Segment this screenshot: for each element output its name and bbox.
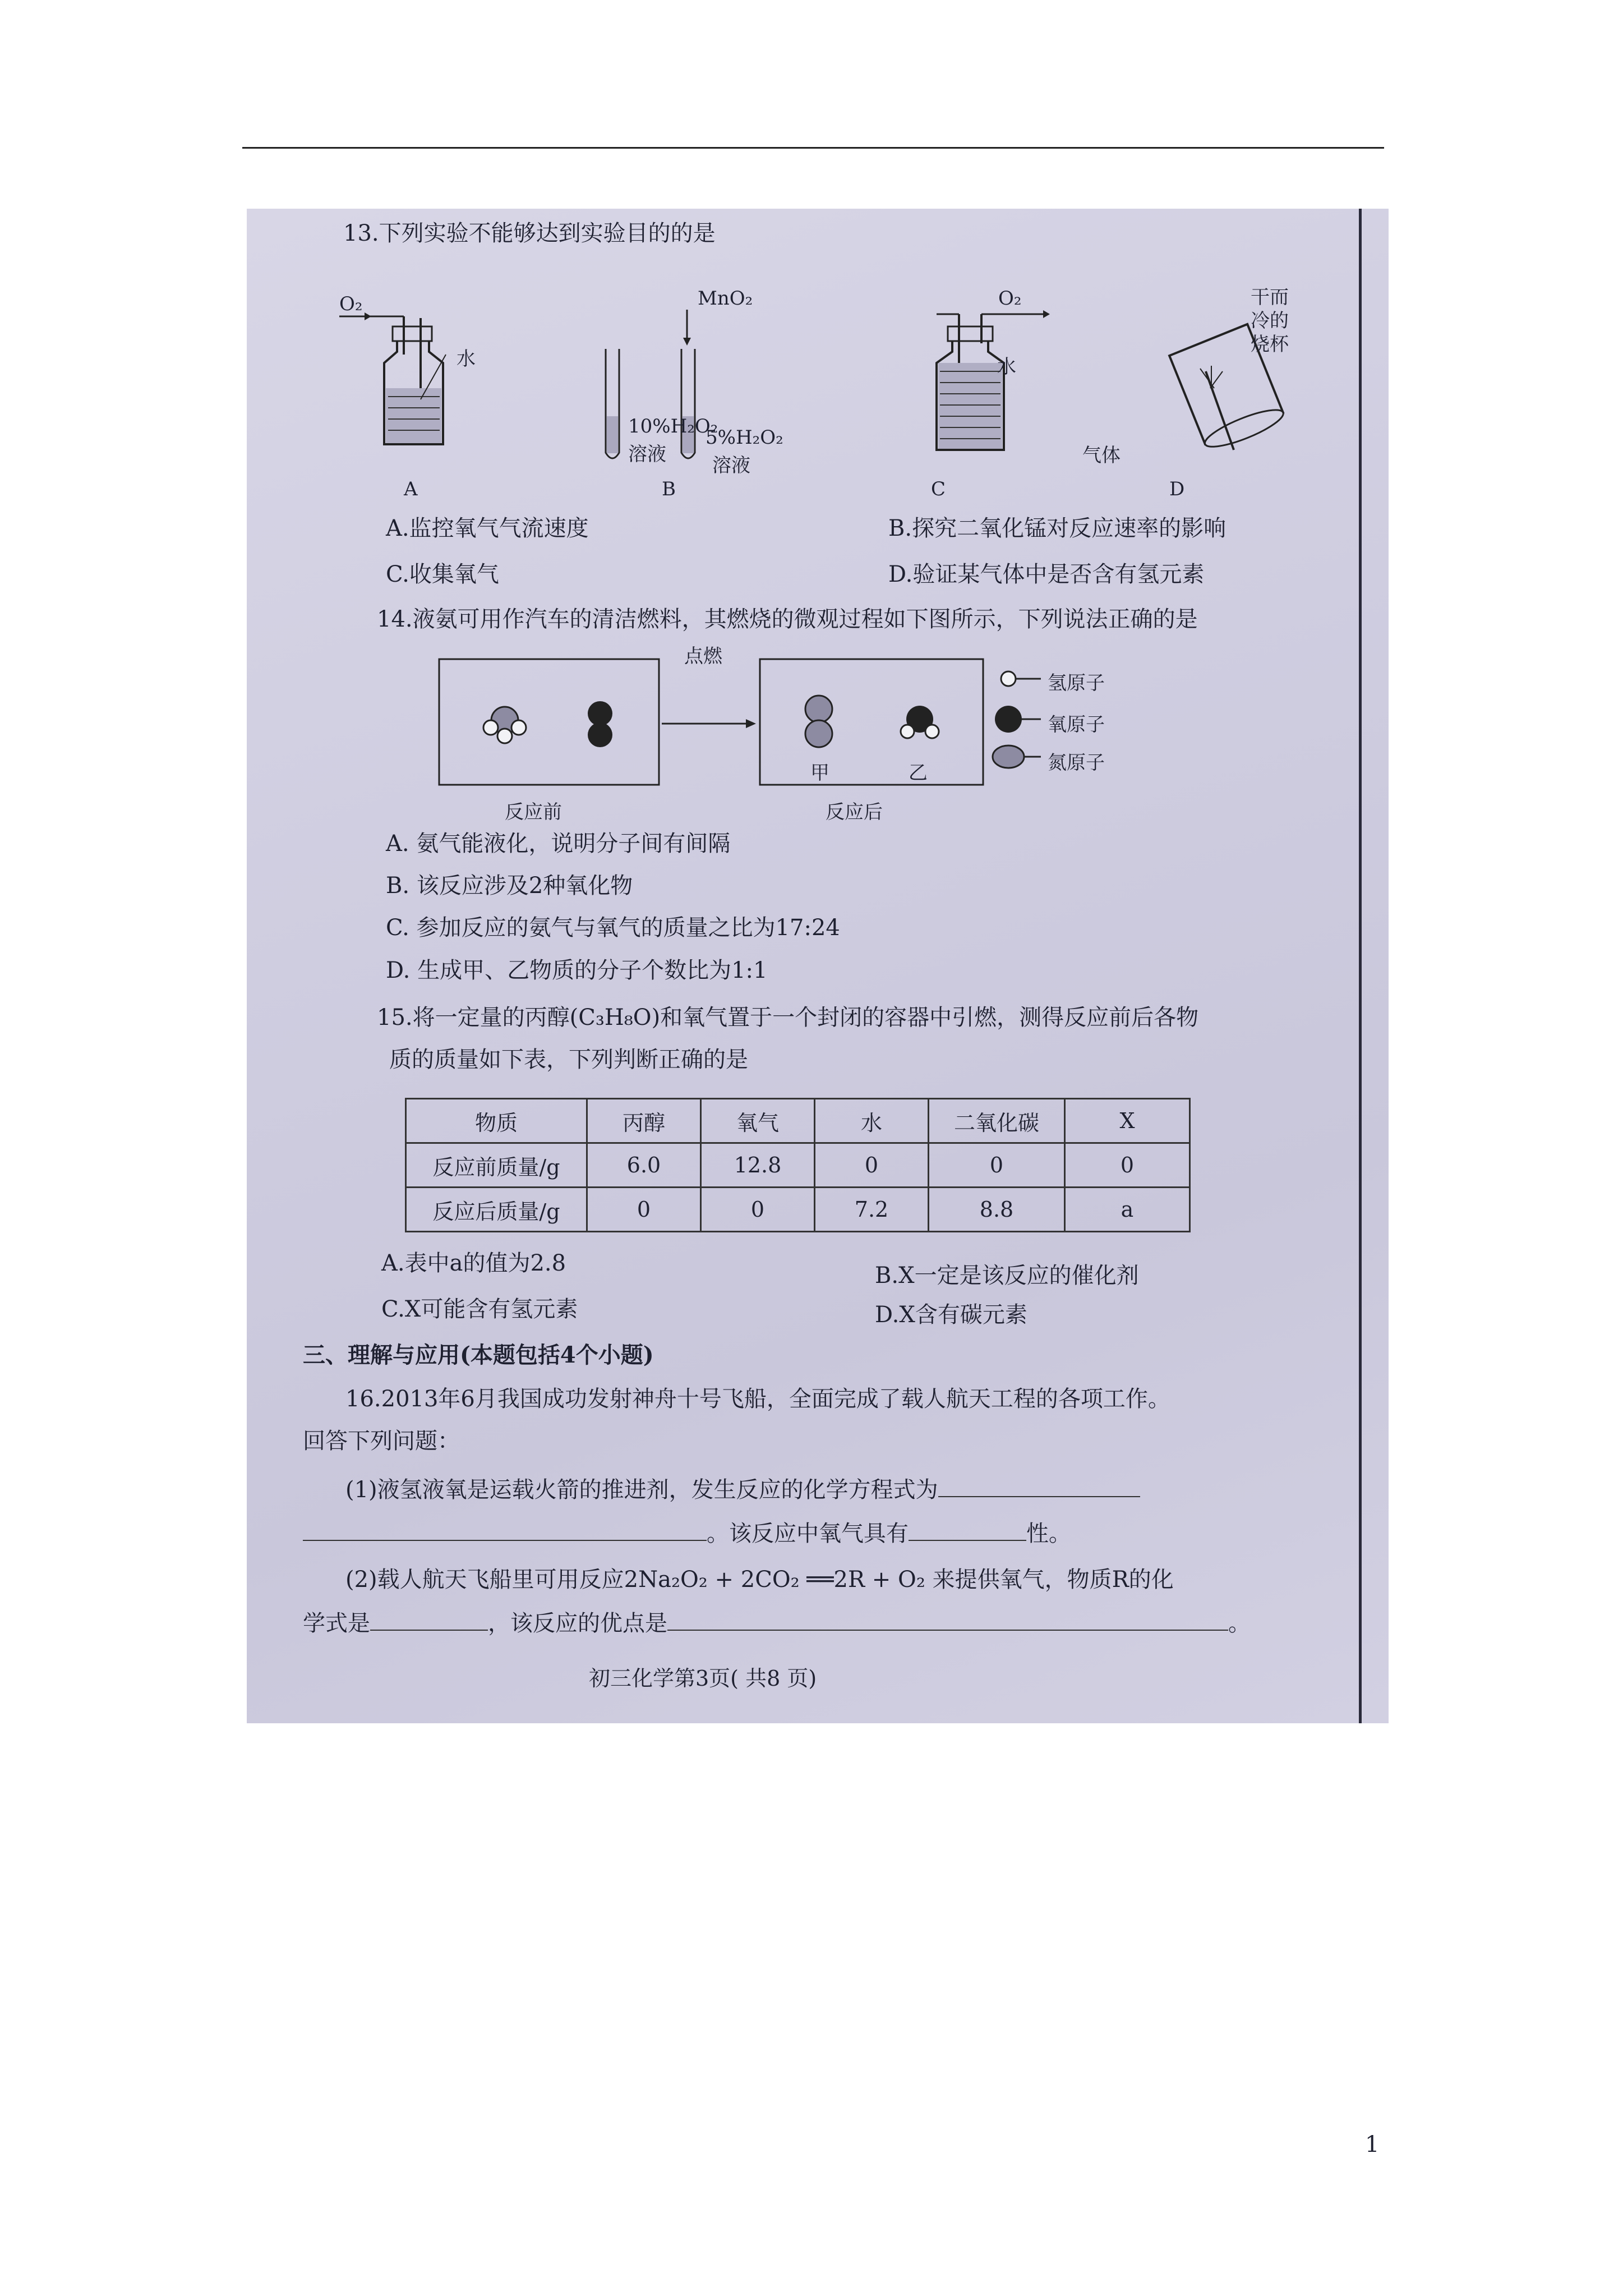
arrow-label-ignite: 点燃 xyxy=(684,645,722,668)
product-label-yi: 乙 xyxy=(909,762,928,784)
q14-option-c: C. 参加反应的氨气与氧气的质量之比为17:24 xyxy=(386,915,840,941)
q14-stem: 14.液氨可用作汽车的清洁燃料，其燃烧的微观过程如下图所示，下列说法正确的是 xyxy=(377,606,1198,632)
label-solution-1: 溶液 xyxy=(628,443,666,466)
label-solution-2: 溶液 xyxy=(712,454,750,477)
table-cell: 8.8 xyxy=(929,1188,1065,1232)
q13-option-c: C.收集氧气 xyxy=(386,562,499,587)
label-gas: 气体 xyxy=(1082,444,1121,467)
table-cell: 0 xyxy=(1065,1143,1190,1188)
q16-stem-line1: 16.2013年6月我国成功发射神舟十号飞船，全面完成了载人航天工程的各项工作。 xyxy=(345,1386,1170,1412)
q16-part2-text-b: 学式是 xyxy=(303,1611,370,1636)
table-cell: a xyxy=(1065,1188,1190,1232)
legend-nitrogen: 氮原子 xyxy=(1048,752,1105,774)
table-cell: 0 xyxy=(815,1143,929,1188)
table-cell: 0 xyxy=(587,1188,701,1232)
q15-option-a: A.表中a的值为2.8 xyxy=(381,1250,566,1276)
answer-blank-property[interactable] xyxy=(909,1540,1026,1541)
table-header-cell: 二氧化碳 xyxy=(929,1099,1065,1143)
table-cell: 0 xyxy=(929,1143,1065,1188)
q15-stem-line1: 15.将一定量的丙醇(C₃H₈O)和氧气置于一个封闭的容器中引燃，测得反应前后各物 xyxy=(377,1005,1199,1030)
label-water-a: 水 xyxy=(457,348,476,370)
q15-option-d: D.X含有碳元素 xyxy=(875,1302,1027,1328)
table-header-cell: 物质 xyxy=(406,1099,587,1143)
q16-part2-text-d: 。 xyxy=(1228,1611,1251,1636)
legend-hydrogen: 氢原子 xyxy=(1048,672,1105,694)
answer-blank-equation-cont[interactable] xyxy=(303,1540,707,1541)
product-label-jia: 甲 xyxy=(810,762,829,784)
q13-option-d: D.验证某气体中是否含有氢元素 xyxy=(888,562,1205,587)
page-number: 1 xyxy=(1365,2132,1380,2157)
after-label: 反应后 xyxy=(826,801,883,823)
q16-part2-text-c: ，该反应的优点是 xyxy=(488,1611,667,1636)
q16-part1-text-c: 性。 xyxy=(1026,1521,1071,1547)
label-beaker-3: 烧杯 xyxy=(1251,333,1289,356)
q16-part1-line1 xyxy=(345,1478,1140,1502)
page-edge-line xyxy=(1359,209,1362,1723)
table-cell: 反应后质量/g xyxy=(406,1188,587,1232)
q16-part2-line1: (2)载人航天飞船里可用反应2Na₂O₂ + 2CO₂ ══2R + O₂ 来提供氧气，物质R的化 xyxy=(345,1567,1174,1593)
label-o2-c: O₂ xyxy=(998,287,1022,310)
table-header-cell: 丙醇 xyxy=(587,1099,701,1143)
table-cell: 0 xyxy=(701,1188,815,1232)
q14-option-b: B. 该反应涉及2种氧化物 xyxy=(386,873,633,899)
table-header-row xyxy=(406,1099,1190,1143)
legend-oxygen: 氧原子 xyxy=(1048,714,1105,736)
label-water-c: 水 xyxy=(997,356,1016,378)
q16-part2-line2 xyxy=(303,1611,1251,1636)
table-header-cell: X xyxy=(1065,1099,1190,1143)
before-label: 反应前 xyxy=(505,801,562,823)
scanned-exam-page xyxy=(247,209,1389,1723)
q14-option-a: A. 氨气能液化，说明分子间有间隔 xyxy=(386,831,731,857)
q16-part1-line2 xyxy=(303,1521,1071,1546)
q15-stem-line2: 质的质量如下表，下列判断正确的是 xyxy=(389,1047,748,1073)
q16-part1-text: (1)液氢液氧是运载火箭的推进剂，发生反应的化学方程式为 xyxy=(345,1477,938,1503)
mass-table xyxy=(405,1098,1191,1232)
page-footer: 初三化学第3页( 共8 页) xyxy=(589,1666,817,1691)
table-cell: 6.0 xyxy=(587,1143,701,1188)
answer-blank-equation[interactable] xyxy=(938,1496,1140,1497)
header-rule xyxy=(242,147,1384,149)
answer-blank-formula[interactable] xyxy=(370,1630,488,1631)
table-cell: 反应前质量/g xyxy=(406,1143,587,1188)
q13-option-b: B.探究二氧化锰对反应速率的影响 xyxy=(888,516,1227,541)
answer-blank-advantage[interactable] xyxy=(667,1630,1228,1631)
apparatus-c-collect-bottle xyxy=(903,287,1071,455)
label-h2o2-5: 5%H₂O₂ xyxy=(706,426,783,449)
q16-part1-text-b: 。该反应中氧气具有 xyxy=(707,1521,909,1547)
table-header-cell: 水 xyxy=(815,1099,929,1143)
q13-option-a: A.监控氧气气流速度 xyxy=(386,516,589,541)
q15-option-c: C.X可能含有氢元素 xyxy=(381,1296,578,1322)
fig-letter-c: C xyxy=(931,478,946,500)
q14-option-d: D. 生成甲、乙物质的分子个数比为1:1 xyxy=(386,958,768,983)
fig-letter-d: D xyxy=(1169,478,1185,500)
section3-heading: 三、理解与应用(本题包括4个小题) xyxy=(303,1342,654,1368)
table-row xyxy=(406,1188,1190,1232)
table-cell: 12.8 xyxy=(701,1143,815,1188)
table-row xyxy=(406,1143,1190,1188)
label-mno2: MnO₂ xyxy=(698,287,753,310)
label-beaker-1: 干而 xyxy=(1251,286,1289,309)
table-cell: 7.2 xyxy=(815,1188,929,1232)
label-h2o2-10: 10%H₂O₂ xyxy=(628,415,718,438)
q16-stem-line2: 回答下列问题： xyxy=(303,1428,460,1454)
table-header-cell: 氧气 xyxy=(701,1099,815,1143)
fig-letter-b: B xyxy=(662,478,676,500)
label-o2-a: O₂ xyxy=(339,293,363,315)
q13-stem: 13.下列实验不能够达到实验目的的是 xyxy=(343,220,716,246)
q15-option-b: B.X一定是该反应的催化剂 xyxy=(875,1263,1139,1289)
fig-letter-a: A xyxy=(404,478,418,500)
label-beaker-2: 冷的 xyxy=(1251,310,1289,332)
